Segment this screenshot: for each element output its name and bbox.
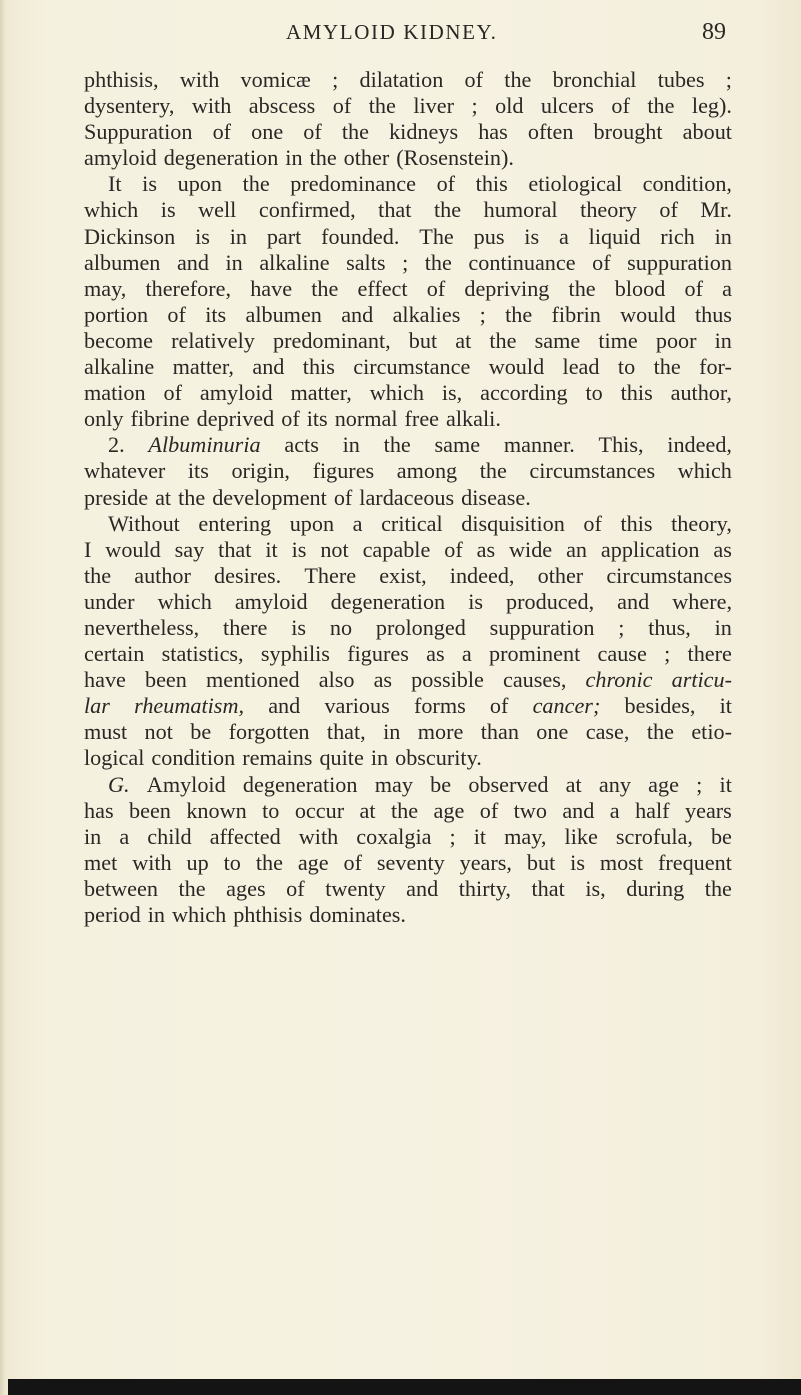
text-line: Dickinson is in part founded. The pus is a liquid rich in [84, 223, 732, 249]
text-line: portion of its albumen and alkalies ; the fibrin would thus [84, 301, 732, 327]
text-line: met with up to the age of seventy years, but is most frequent [84, 849, 732, 875]
paragraph-p3 [84, 432, 732, 510]
text-line: I would say that it is not capable of as wide an application as [84, 536, 732, 562]
text-line: alkaline matter, and this circumstance would lead to the for- [84, 354, 732, 380]
text-line: must not be forgotten that, in more than one case, the etio- [84, 719, 732, 745]
text-line: whatever its origin, figures among the circumstances which [84, 458, 732, 484]
text-line: logical condition remains quite in obscurity. [84, 745, 482, 771]
paragraph-p4 [84, 511, 732, 772]
text-line: 2. Albuminuria acts in the same manner. This, indeed, [108, 432, 732, 458]
text-line: preside at the development of lardaceous disease. [84, 484, 531, 510]
text-line: which is well confirmed, that the humoral theory of Mr. [84, 197, 732, 223]
paragraph-p1 [84, 67, 732, 171]
text-line: the author desires. There exist, indeed, other circumstances [84, 562, 732, 588]
text-line: certain statistics, syphilis figures as a prominent cause ; there [84, 641, 732, 667]
text-line: G. Amyloid degeneration may be observed at any age ; it [108, 771, 732, 797]
text-line: phthisis, with vomicæ ; dilatation of the bronchial tubes ; [84, 67, 732, 92]
text-line: between the ages of twenty and thirty, that is, during the [84, 875, 732, 901]
text-line: period in which phthisis dominates. [84, 902, 406, 927]
text-line: Suppuration of one of the kidneys has often brought about [84, 119, 732, 145]
text-line: dysentery, with abscess of the liver ; old ulcers of the leg). [84, 93, 732, 119]
text-line: amyloid degeneration in the other (Rosenstein). [84, 145, 514, 171]
text-line: lar rheumatism, and various forms of cancer; besides, it [84, 693, 732, 719]
paragraph-p5 [84, 772, 732, 929]
text-line: nevertheless, there is no prolonged suppuration ; thus, in [84, 614, 732, 640]
text-line: It is upon the predominance of this etiological condition, [108, 171, 732, 197]
text-line: may, therefore, have the effect of depriving the blood of a [84, 275, 732, 301]
text-line: has been known to occur at the age of two and a half years [84, 797, 732, 823]
page-number: 89 [702, 19, 726, 45]
body-text [84, 67, 732, 928]
text-line: have been mentioned also as possible causes, chronic articu- [84, 667, 732, 693]
text-line: mation of amyloid matter, which is, according to this author, [84, 380, 732, 406]
scan-bottom-edge [8, 1379, 801, 1395]
text-line: albumen and in alkaline salts ; the continuance of suppuration [84, 249, 732, 275]
running-title: AMYLOID KIDNEY. [286, 20, 498, 44]
text-line: in a child affected with coxalgia ; it may, like scrofula, be [84, 823, 732, 849]
paragraph-p2 [84, 171, 732, 432]
text-line: become relatively predominant, but at the same time poor in [84, 327, 732, 353]
page-header [286, 6, 726, 54]
page-gutter-shadow [0, 0, 6, 1395]
text-line: under which amyloid degeneration is produced, and where, [84, 588, 732, 614]
text-line: Without entering upon a critical disquisition of this theory, [108, 510, 732, 536]
text-line: only fibrine deprived of its normal free alkali. [84, 406, 501, 432]
